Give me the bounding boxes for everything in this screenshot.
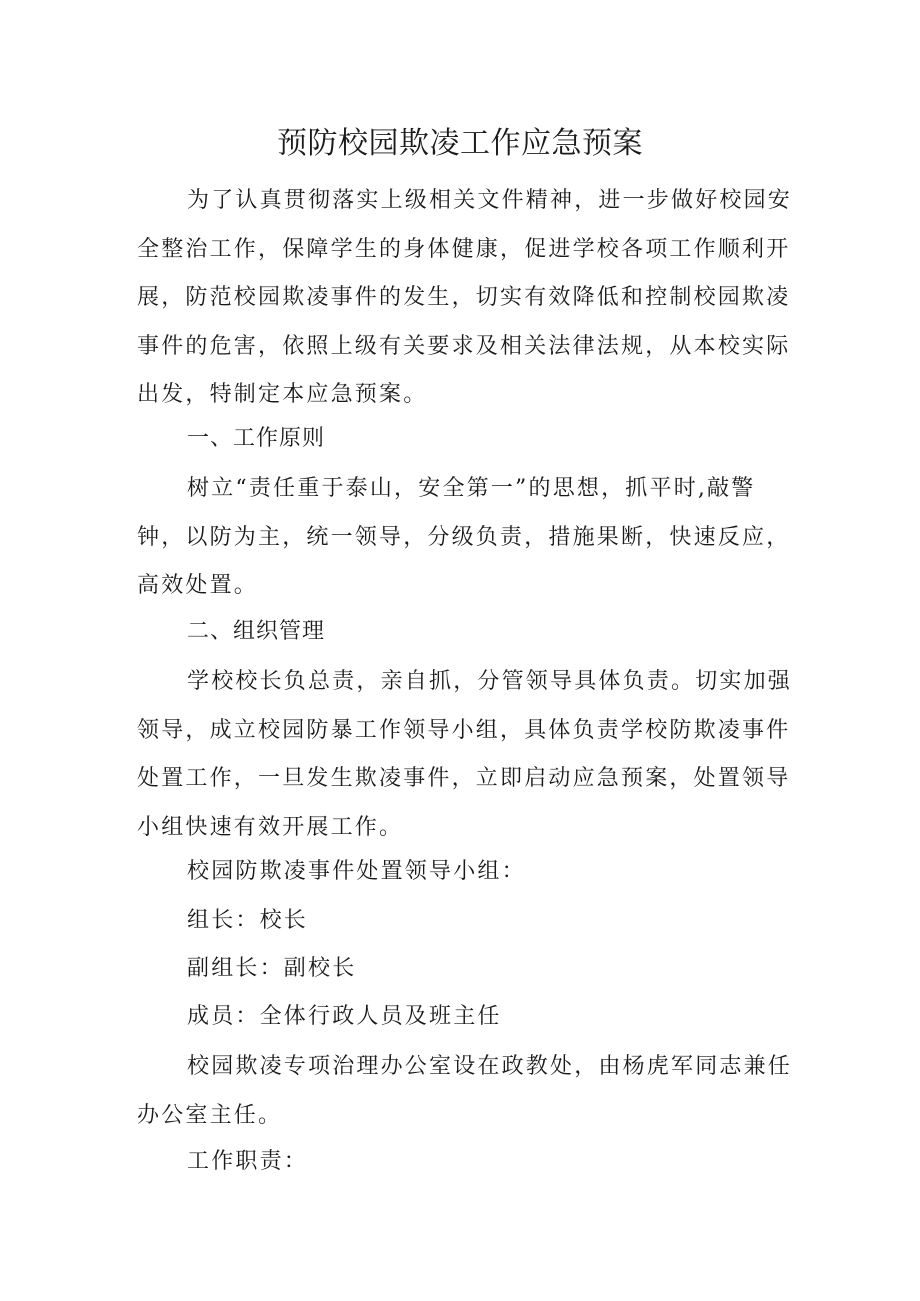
section-heading-principles: 一、工作原则 [187, 426, 326, 451]
leading-group-label: 校园防欺凌事件处置领导小组： [187, 859, 526, 884]
organization-paragraph: 学校校长负总责，亲自抓，分管领导具体负责。切实加强领导，成立校园防暴工作领导小组，具体负责学校防欺凌事件处置工作，一旦发生欺凌事件，立即启动应急预案，处置领导小组快速有效开展工作。 [137, 669, 793, 840]
office-paragraph: 校园欺凌专项治理办公室设在政教处，由杨虎军同志兼任办公室主任。 [137, 1054, 793, 1128]
intro-paragraph: 为了认真贯彻落实上级相关文件精神，进一步做好校园安全整治工作，保障学生的身体健康，促进学校各项工作顺利开展，防范校园欺凌事件的发生，切实有效降低和控制校园欺凌事件的危害，依照上级有关要求及相关法律法规，从本校实际出发，特制定本应急预案。 [137, 188, 793, 407]
leader-line: 组长：校长 [187, 908, 309, 933]
document-title: 预防校园欺凌工作应急预案 [277, 126, 643, 161]
section-heading-organization: 二、组织管理 [187, 619, 326, 644]
principles-paragraph: 树立“责任重于泰山，安全第一”的思想，抓平时,敲警钟，以防为主，统一领导，分级负责，措施果断，快速反应，高效处置。 [137, 476, 791, 598]
deputy-line: 副组长：副校长 [187, 956, 357, 981]
members-line: 成员：全体行政人员及班主任 [187, 1004, 502, 1029]
duties-label: 工作职责： [187, 1149, 309, 1174]
